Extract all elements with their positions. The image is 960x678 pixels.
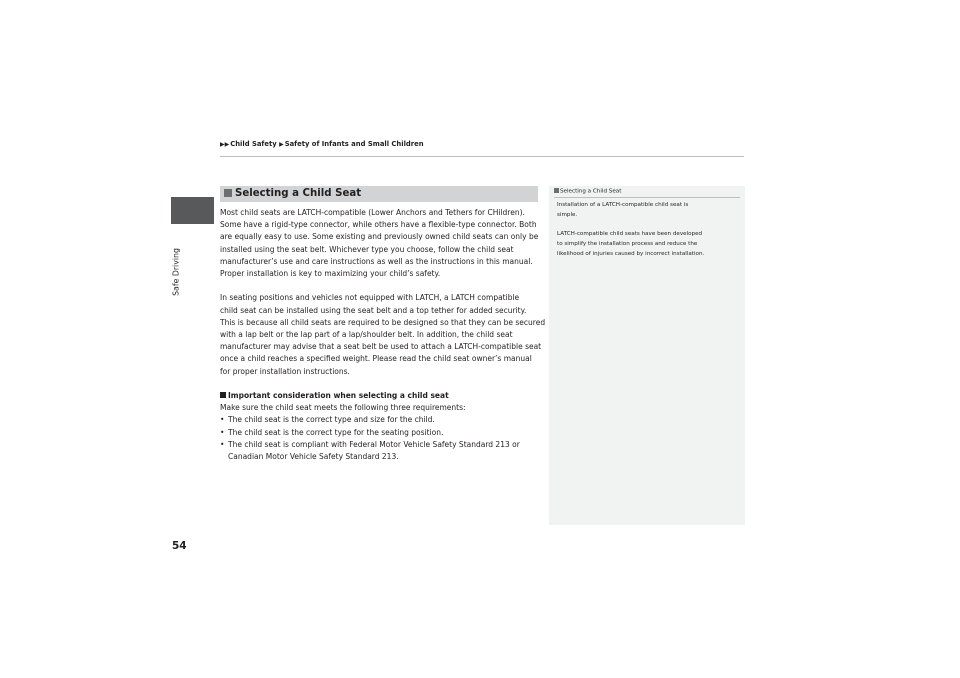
paragraph-non-latch [220,292,550,377]
note-line: likelihood of injuries caused by incorrect installation. [557,250,705,257]
section-heading-bar [220,186,538,202]
note-paragraph [557,201,741,221]
square-bullet-icon [224,189,232,197]
note-line: Installation of a LATCH-compatible child seat is [557,202,689,208]
note-title-text: Selecting a Child Seat [560,188,622,195]
text-line: Some have a rigid-type connector, while others have a flexible-type connector. Both [220,220,537,230]
section-title-text: Selecting a Child Seat [235,188,362,199]
page-number: 54 [172,540,187,552]
section-title [224,188,361,199]
list-item-text: Canadian Motor Vehicle Safety Standard 213. [228,452,399,462]
list-item-text: The child seat is the correct type and size for the child. [228,415,435,425]
note-title [554,188,740,198]
requirements-intro: Make sure the child seat meets the following three requirements: [220,403,466,413]
note-line: to simplify the installation process and reduce the [557,241,698,248]
text-line: once a child reaches a specified weight. Please read the child seat owner’s manual [220,354,532,364]
text-line: manufacturer’s use and care instructions as well as the instructions in this manual. [220,256,533,266]
text-line: In seating positions and vehicles not equipped with LATCH, a LATCH compatible [220,293,520,303]
note-marker-icon [554,188,559,193]
main-content [220,207,550,463]
note-paragraph [557,230,741,259]
list-item-text: The child seat is the correct type for the seating position. [228,427,444,437]
section-tab-marker [171,197,214,224]
text-line: This is because all child seats are required to be designed so that they can be secured [220,317,546,327]
breadcrumb-item-safety-infants[interactable]: Safety of Infants and Small Children [284,140,424,148]
text-line: manufacturer may advise that a seat belt be used to attach a LATCH-compatible seat [220,342,542,352]
breadcrumb [220,140,424,148]
breadcrumb-arrow-icon: ▶▶ [220,141,230,148]
subheading [220,390,550,402]
text-line: with a lap belt or the lap part of a lap/shoulder belt. In addition, the child seat [220,330,513,340]
sidebar-label: Safe Driving [171,248,181,296]
note-body [557,201,741,270]
list-item-text: • The child seat is compliant with Federal Motor Vehicle Safety Standard 213 or [228,439,520,449]
header-divider [220,156,744,157]
square-bullet-icon [220,392,226,398]
list-item [220,439,550,463]
text-line: installed using the seat belt. Whichever type you choose, follow the child seat [220,244,514,254]
breadcrumb-arrow-icon: ▶ [279,141,284,148]
note-line: LATCH-compatible child seats have been developed [557,231,703,238]
subheading-text: Important consideration when selecting a child seat [228,391,449,401]
text-line: are equally easy to use. Some existing and previously owned child seats can only be [220,232,539,242]
requirements-list [220,414,550,463]
text-line: child seat can be installed using the seat belt and a top tether for added security. [220,305,527,315]
list-item [220,427,550,439]
text-line: for proper installation instructions. [220,366,350,376]
text-line: Most child seats are LATCH-compatible (Lower Anchors and Tethers for CHildren). [220,208,525,217]
list-item [220,414,550,426]
note-panel [549,186,745,525]
note-line: simple. [557,211,578,218]
text-line: Proper installation is key to maximizing your child’s safety. [220,269,441,279]
breadcrumb-item-child-safety[interactable]: Child Safety [230,140,277,148]
paragraph-latch-intro [220,207,550,280]
